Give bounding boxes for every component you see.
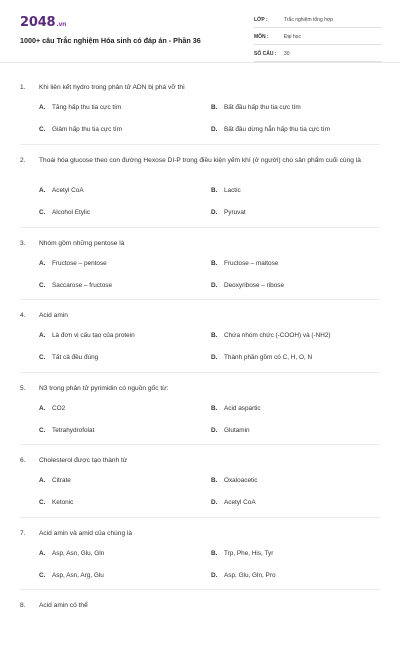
document-title: 1000+ câu Trắc nghiệm Hóa sinh có đáp án - Phần 36 [20, 36, 201, 45]
answer-option-a[interactable] [39, 550, 104, 557]
answer-option-b[interactable] [211, 260, 278, 267]
option-letter: A. [39, 404, 46, 412]
option-text: Saccarose – fructose [52, 281, 113, 289]
answer-option-c[interactable] [39, 126, 122, 133]
option-letter: D. [211, 208, 218, 216]
option-letter: A. [39, 186, 46, 194]
question-item [20, 145, 380, 228]
question-body: Thoái hóa glucose theo con đường Hexose DI-P trong điều kiện yếm khí (ở người) cho sản phẩm cuối cùng là [39, 156, 361, 164]
meta-row-class [254, 13, 382, 28]
question-item [20, 590, 380, 662]
option-text: Acetyl CoA [224, 499, 256, 506]
answer-option-a[interactable] [39, 477, 71, 484]
question-item [20, 373, 380, 446]
option-letter: B. [211, 332, 218, 339]
question-item [20, 518, 380, 591]
option-text: Tăng hấp thu tia cực tím [52, 104, 122, 111]
option-text: Ketonic [52, 499, 74, 506]
answer-option-d[interactable] [211, 282, 284, 289]
option-text: Citrate [52, 477, 71, 484]
option-text: Trp, Phe, His, Tyr [224, 549, 274, 557]
answer-option-a[interactable] [39, 332, 135, 339]
option-text: Asp, Asn, Arg, Glu [52, 571, 104, 579]
option-text: Tetrahydrofolat [52, 426, 95, 434]
option-letter: A. [39, 259, 46, 267]
question-body: Acid amin và amid của chúng là [39, 529, 133, 537]
option-letter: B. [211, 477, 218, 484]
answer-option-b[interactable] [211, 477, 257, 484]
question-item [20, 445, 380, 518]
question-list [0, 72, 400, 662]
question-number: 8. [20, 602, 26, 609]
answer-option-d[interactable] [211, 209, 246, 216]
meta-value: Trắc nghiệm tổng hợp [284, 17, 333, 23]
meta-row-count [254, 47, 382, 62]
question-number: 3. [20, 239, 26, 247]
option-letter: A. [39, 549, 46, 557]
answer-option-d[interactable] [211, 427, 250, 434]
answer-option-b[interactable] [211, 104, 301, 111]
answer-option-c[interactable] [39, 499, 73, 506]
option-text: Alcohol Etylic [52, 208, 91, 216]
option-text: Pyruvat [224, 208, 246, 216]
answer-option-b[interactable] [211, 550, 273, 557]
answer-option-b[interactable] [211, 405, 261, 412]
option-letter: C. [39, 208, 46, 216]
worksheet-header [0, 0, 400, 63]
question-body: Nhóm gồm những pentose là [39, 239, 125, 247]
option-letter: A. [39, 332, 46, 339]
question-text [20, 456, 380, 467]
option-letter: A. [39, 477, 46, 484]
site-logo[interactable] [20, 15, 66, 30]
question-text [20, 83, 380, 94]
option-letter: D. [211, 426, 218, 434]
logo-suffix: .vn [56, 21, 67, 28]
option-letter: B. [211, 404, 218, 412]
answer-option-a[interactable] [39, 187, 84, 194]
answer-option-a[interactable] [39, 405, 65, 412]
question-body: N3 trong phân tử pyrimidin có nguồn gốc từ: [39, 384, 169, 392]
question-number: 1. [20, 84, 26, 91]
question-number: 4. [20, 312, 26, 319]
answer-option-d[interactable] [211, 499, 256, 506]
option-letter: D. [211, 354, 218, 361]
question-number: 7. [20, 529, 26, 537]
question-body: Acid amin có thể [39, 602, 88, 609]
option-letter: D. [211, 499, 218, 506]
logo-main: 2048 [20, 15, 56, 30]
option-text: CO2 [52, 404, 66, 412]
option-letter: C. [39, 499, 46, 506]
option-letter: C. [39, 281, 46, 289]
question-text [20, 156, 380, 167]
option-letter: C. [39, 126, 46, 133]
answer-option-c[interactable] [39, 282, 112, 289]
option-text: Asp, Asn, Glu, Gln [52, 549, 105, 557]
option-text: Lactic [224, 186, 241, 194]
option-text: Asp, Glu, Gln, Pro [224, 571, 276, 579]
option-text: Là đơn vị cấu tạo của protein [52, 332, 135, 339]
option-letter: D. [211, 126, 218, 133]
option-letter: C. [39, 571, 46, 579]
option-letter: B. [211, 549, 218, 557]
option-text: Fructose – maltose [224, 259, 279, 267]
question-item [20, 300, 380, 373]
meta-info [254, 13, 382, 64]
option-text: Bất đầu hấp thu tia cực tím [224, 104, 301, 111]
meta-label: MÔN : [254, 34, 269, 40]
answer-option-c[interactable] [39, 209, 90, 216]
question-text [20, 529, 380, 540]
option-text: Acetyl CoA [52, 186, 84, 194]
question-text [20, 601, 380, 612]
option-text: Oxaloacetic [224, 477, 258, 484]
option-text: Thành phần gồm có C, H, O, N [224, 354, 313, 361]
option-text: Chứa nhóm chức (-COOH) và (-NH2) [224, 332, 331, 339]
question-item [20, 72, 380, 145]
meta-label: LỚP : [254, 17, 268, 23]
answer-option-d[interactable] [211, 354, 312, 361]
question-body: Acid amin [39, 312, 68, 319]
option-letter: D. [211, 571, 218, 579]
question-number: 5. [20, 384, 26, 392]
option-letter: D. [211, 281, 218, 289]
option-text: Glutamin [224, 426, 250, 434]
answer-option-d[interactable] [211, 126, 330, 133]
option-letter: C. [39, 354, 46, 361]
answer-option-a[interactable] [39, 260, 107, 267]
option-text: Acid aspartic [224, 404, 261, 412]
option-text: Deoxyribose – ribose [224, 281, 285, 289]
question-number: 2. [20, 156, 26, 164]
meta-value: 30 [284, 51, 290, 57]
meta-label: SỐ CÂU : [254, 51, 277, 57]
question-body: Khi liên kết hydro trong phân tử ADN bị phá vỡ thì [39, 84, 185, 91]
option-letter: C. [39, 426, 46, 434]
option-letter: B. [211, 104, 218, 111]
answer-option-b[interactable] [211, 187, 241, 194]
answer-option-d[interactable] [211, 572, 276, 579]
answer-option-c[interactable] [39, 572, 104, 579]
answer-option-a[interactable] [39, 104, 121, 111]
question-body: Cholesterol được tạo thành từ [39, 457, 128, 464]
question-text [20, 311, 380, 322]
option-letter: B. [211, 259, 218, 267]
option-text: Tất cả đều đúng [52, 354, 99, 361]
option-letter: B. [211, 186, 218, 194]
question-text [20, 239, 380, 250]
option-letter: A. [39, 104, 46, 111]
option-text: Giảm hấp thu tia cực tím [52, 126, 122, 133]
answer-option-c[interactable] [39, 354, 98, 361]
meta-value: Đại học [284, 34, 301, 40]
answer-option-c[interactable] [39, 427, 94, 434]
meta-row-subject [254, 30, 382, 45]
question-number: 6. [20, 457, 26, 464]
option-text: Fructose – pentose [52, 259, 107, 267]
question-item [20, 228, 380, 301]
option-text: Bất đầu dừng hẳn hấp thu tia cực tím [224, 126, 330, 133]
question-text [20, 384, 380, 395]
answer-option-b[interactable] [211, 332, 331, 339]
